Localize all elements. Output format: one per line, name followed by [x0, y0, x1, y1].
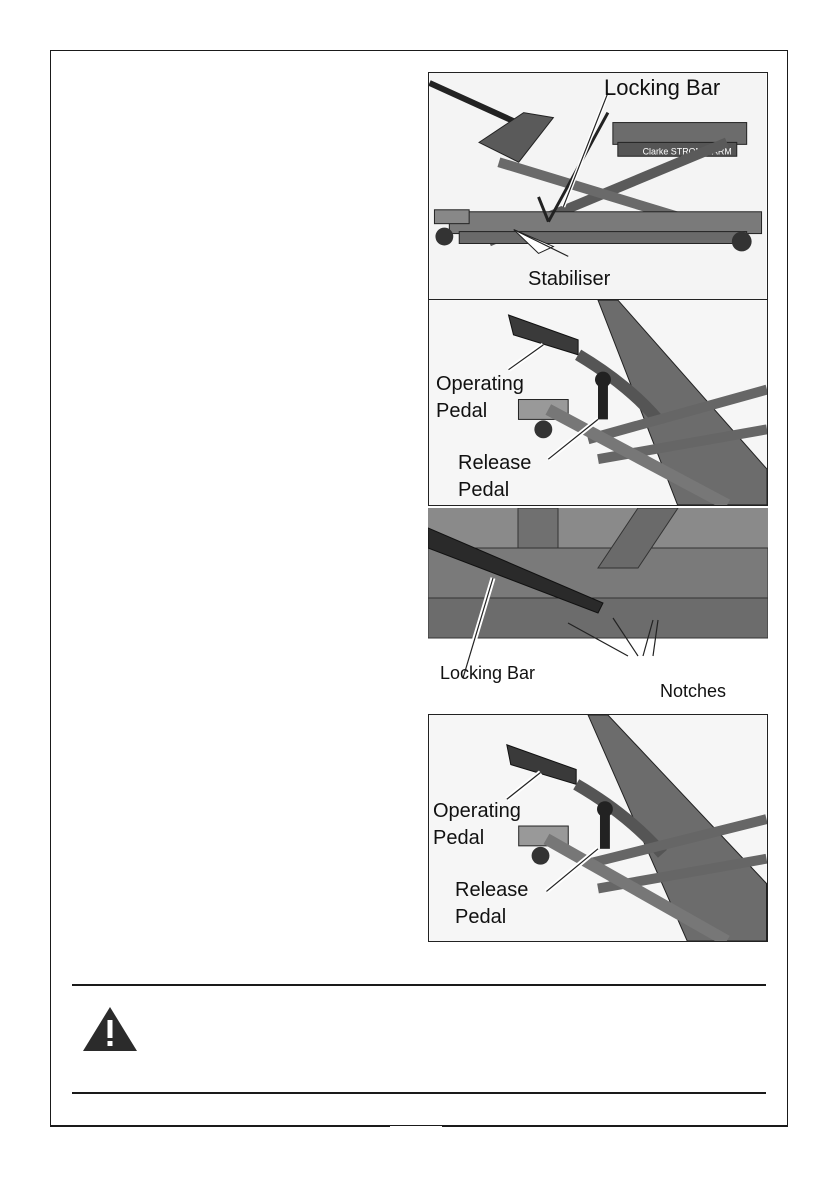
warning-top-rule: [72, 984, 766, 986]
label-notches: Notches: [660, 681, 727, 701]
footer-rule-right: [442, 1125, 788, 1127]
label-operating-pedal-2b: Pedal: [433, 827, 485, 849]
warning-triangle-icon: [82, 1006, 138, 1052]
warning-bottom-rule: [72, 1092, 766, 1094]
label-stabiliser: Stabiliser: [528, 268, 611, 290]
label-operating-pedal-1b: Pedal: [436, 400, 488, 422]
brand-label: Clarke STRONG-ARM: [642, 146, 732, 157]
label-release-pedal-2b: Pedal: [455, 906, 507, 928]
label-release-pedal-1a: Release: [458, 452, 532, 474]
label-release-pedal-2a: Release: [455, 879, 529, 901]
label-operating-pedal-1a: Operating: [436, 373, 524, 395]
label-operating-pedal-2a: Operating: [433, 800, 521, 822]
label-locking-bar-2: Locking Bar: [440, 663, 536, 683]
label-locking-bar-1: Locking Bar: [604, 75, 721, 100]
footer-rule-left: [50, 1125, 390, 1127]
label-release-pedal-1b: Pedal: [458, 479, 510, 501]
